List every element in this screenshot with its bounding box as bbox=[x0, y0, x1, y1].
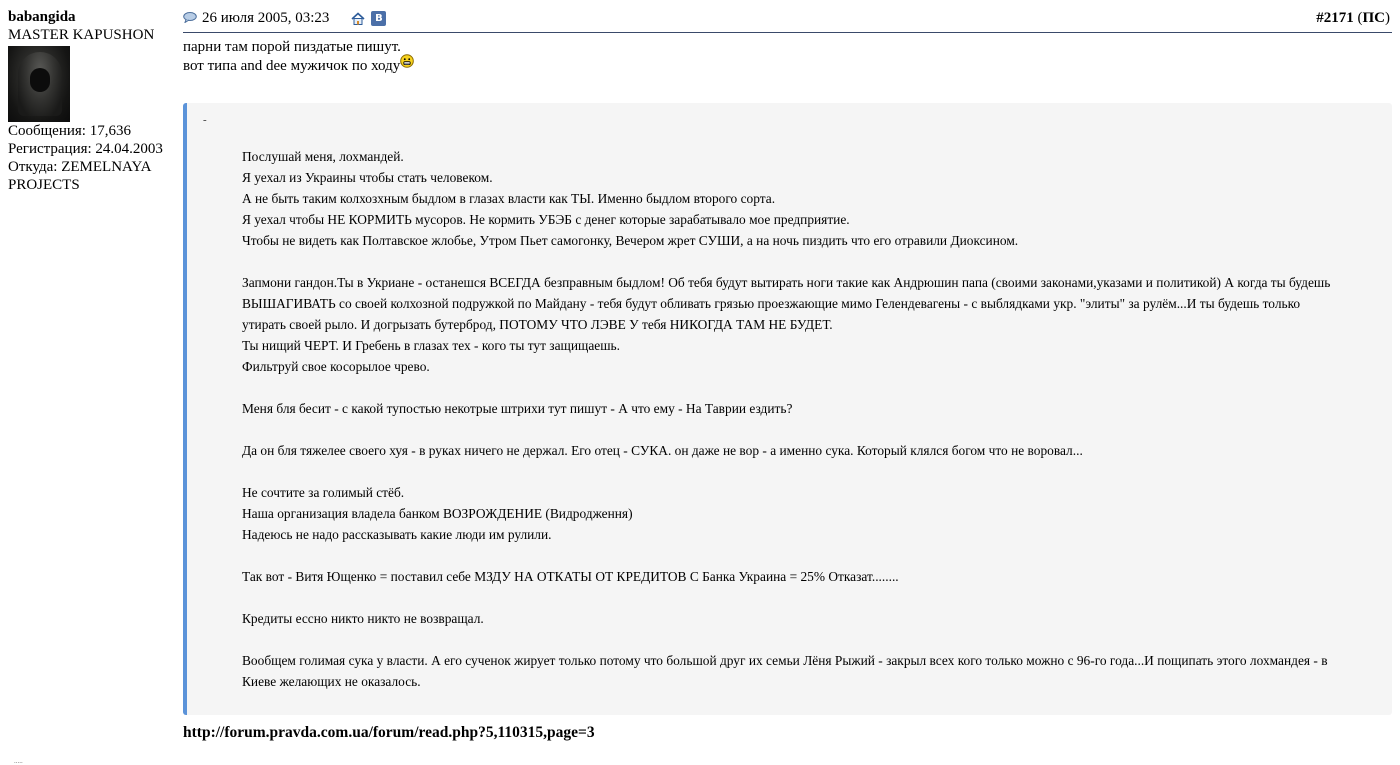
user-title: MASTER KAPUSHON bbox=[8, 27, 155, 43]
quote-paragraph: Запмони гандон.Ты в Укриане - останешся ВСЕГДА безправным быдлом! Об тебя будут вытирать ноги такие как Андрюшин папа (своими законами,указами и политикой) А когда ты будешь ВЫШАГИВАТЬ со своей колхозной подружкой по Майдану - тебя будут обливать грязью проезжающие мимо Гелендевагены - с выблядками укр. "элиты" за рулём...И ты будешь только утирать своей рыло. И догрызать бутерброд, ПОТОМУ ЧТО ЛЭВЕ У тебя НИКОГДА ТАМ НЕ БУДЕТ. bbox=[242, 275, 1331, 332]
quote-paragraph: Меня бля бесит - с какой тупостью некотрые штрихи тут пишут - А что ему - На Таврии ездить? bbox=[242, 401, 793, 416]
quote-paragraph: Фильтруй свое косорылое чрево. bbox=[242, 359, 430, 374]
quote-marker: - bbox=[203, 114, 207, 126]
post-number-link[interactable]: #2171 bbox=[1316, 10, 1354, 26]
post-tag[interactable]: ПС bbox=[1362, 10, 1385, 26]
quote-paragraph: Я уехал из Украины чтобы стать человеком. bbox=[242, 170, 493, 185]
smiley-grin-icon bbox=[400, 54, 414, 68]
post-number-block bbox=[1316, 10, 1390, 27]
quote-blank-line bbox=[242, 251, 1342, 272]
post-line-1: парни там порой пиздатые пишут. bbox=[183, 39, 401, 55]
post-date: 26 июля 2005, 03:23 bbox=[202, 10, 330, 26]
quote-blank-line bbox=[242, 587, 1342, 608]
avatar-face-shadow bbox=[30, 68, 50, 92]
quote-paragraph: Да он бля тяжелее своего хуя - в руках ничего не держал. Его отец - СУКА. он даже не вор - а именно сука. Который клялся богом что не воровал... bbox=[242, 443, 1083, 458]
post-body bbox=[183, 38, 1392, 76]
post-tag-open: ( bbox=[1357, 10, 1363, 26]
post-tag-close: ) bbox=[1385, 10, 1390, 26]
user-location: Откуда: ZEMELNAYA PROJECTS bbox=[8, 159, 151, 193]
quote-body bbox=[242, 146, 1342, 692]
message-bubble-icon bbox=[183, 12, 197, 23]
quote-blank-line bbox=[242, 419, 1342, 440]
quote-blank-line bbox=[242, 545, 1342, 566]
quote-block bbox=[183, 103, 1392, 715]
quote-paragraph: Надеюсь не надо рассказывать какие люди им рулили. bbox=[242, 527, 552, 542]
source-link[interactable]: http://forum.pravda.com.ua/forum/read.php?5,110315,page=3 bbox=[183, 724, 595, 741]
post-line-2-text: вот типа and dee мужичок по ходу bbox=[183, 58, 401, 74]
quote-paragraph: Вообщем голимая сука у власти. А его сученок жирует только потому что большой друг их семьи Лёня Рыжий - закрыл всех кого только можно с 96-го года...И пощипать этого лохмандея - в Киеве желающих не оказалось. bbox=[242, 653, 1328, 689]
quote-blank-line bbox=[242, 461, 1342, 482]
quote-blank-line bbox=[242, 377, 1342, 398]
footer-dots: ..... bbox=[14, 757, 23, 765]
user-info-panel bbox=[8, 8, 180, 194]
post-header bbox=[183, 8, 1392, 33]
quote-paragraph: Не сочтите за голимый стёб. bbox=[242, 485, 405, 500]
quote-paragraph: Ты нищий ЧЕРТ. И Гребень в глазах тех - кого ты тут защищаешь. bbox=[242, 338, 620, 353]
quote-paragraph: Чтобы не видеть как Полтавское жлобье, Утром Пьет самогонку, Вечером жрет СУШИ, а на ночь пиздить что его отравили Диоксином. bbox=[242, 233, 1019, 248]
username-link[interactable]: babangida bbox=[8, 9, 76, 25]
post-line-2 bbox=[183, 57, 1392, 76]
quote-paragraph: Наша организация владела банком ВОЗРОЖДЕНИЕ (Видродження) bbox=[242, 506, 633, 521]
quote-blank-line bbox=[242, 629, 1342, 650]
quote-paragraph: Кредиты ессно никто никто не возвращал. bbox=[242, 611, 484, 626]
user-registration-date: Регистрация: 24.04.2003 bbox=[8, 141, 163, 157]
user-message-count: Сообщения: 17,636 bbox=[8, 123, 131, 139]
quote-paragraph: Я уехал чтобы НЕ КОРМИТЬ мусоров. Не кормить УБЭБ с денег которые зарабатывало мое предприятие. bbox=[242, 212, 850, 227]
quote-paragraph: Послушай меня, лохмандей. bbox=[242, 149, 404, 164]
quote-paragraph: Так вот - Витя Ющенко = поставил себе МЗДУ НА ОТКАТЫ ОТ КРЕДИТОВ С Банка Украина = 25% Отказат........ bbox=[242, 569, 899, 584]
home-icon[interactable] bbox=[351, 12, 365, 26]
forum-post bbox=[183, 8, 1392, 689]
vk-share-icon[interactable]: В bbox=[371, 11, 386, 26]
avatar[interactable] bbox=[8, 46, 70, 122]
quote-paragraph: А не быть таким колхозхным быдлом в глазах власти как ТЫ. Именно быдлом второго сорта. bbox=[242, 191, 776, 206]
